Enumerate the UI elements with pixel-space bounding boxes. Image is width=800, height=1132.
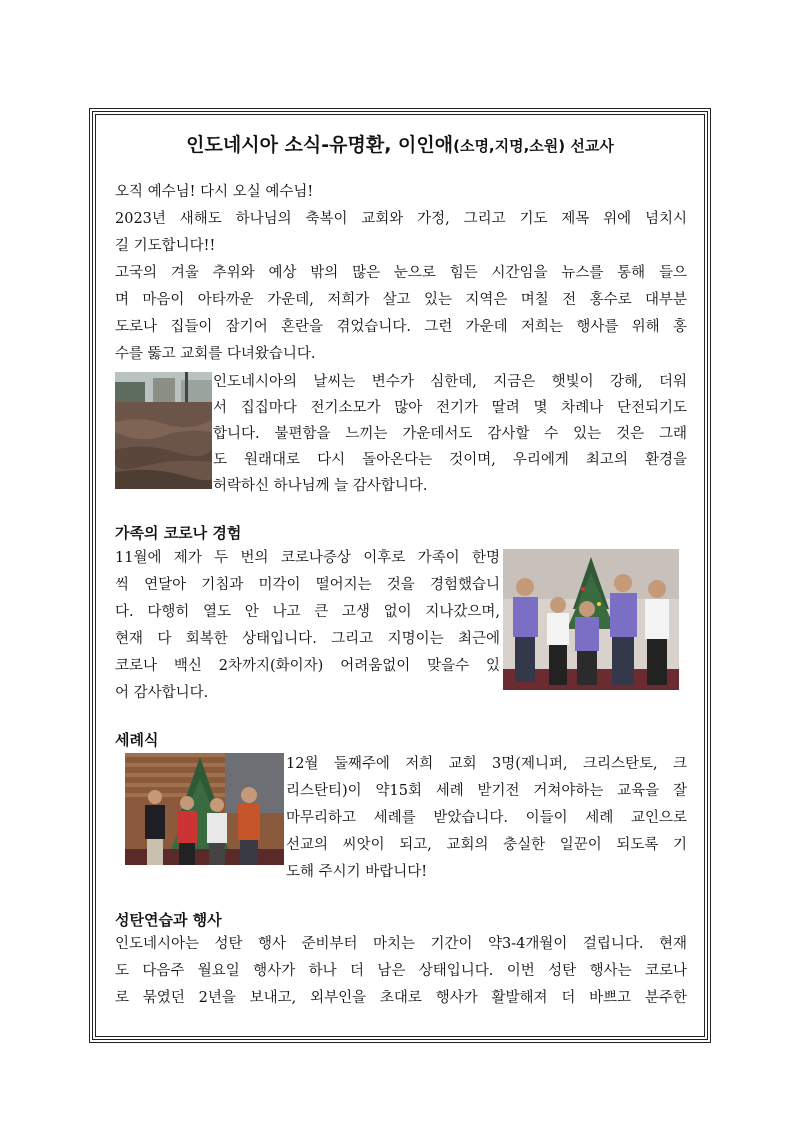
covid-line: 씩 연달아 기침과 미각이 떨어지는 것을 경험했습니 [115,577,500,593]
intro-line: 수를 뚫고 교회를 다녀왔습니다. [115,346,316,362]
christmas-line: 도 다음주 월요일 행사가 하나 더 남은 상태입니다. 이번 성탄 행사는 코로나 [115,963,687,979]
flood-photo [115,372,212,489]
intro-line: 오직 예수님! 다시 오실 예수님! [115,184,314,200]
baptism-line: 12월 둘째주에 저희 교회 3명(제니퍼, 크리스탄토, 크 [286,756,687,772]
family-photo [503,549,679,690]
intro-line: 길 기도합니다!! [115,238,216,254]
section-heading-baptism: 세례식 [115,731,159,749]
weather-line: 합니다. 불편함을 느끼는 가운데서도 감사할 수 있는 것은 그래 [213,426,687,442]
page-title: 인도네시아 소식-유명환, 이인애(소명,지명,소원) 선교사 [186,134,614,156]
covid-line: 다. 다행히 열도 안 나고 큰 고생 없이 지나갔으며, [115,604,500,620]
baptism-line: 선교의 씨앗이 되고, 교회의 충실한 일꾼이 되도록 기 [286,837,687,853]
covid-line: 코로나 백신 2차까지(화이자) 어려움없이 맞을수 있 [115,658,500,674]
weather-line: 인도네시아의 날씨는 변수가 심한데, 지금은 햇빛이 강해, 더워 [213,374,687,390]
christmas-line: 인도네시아는 성탄 행사 준비부터 마치는 기간이 약3-4개월이 걸립니다. 현재 [115,936,687,952]
covid-line: 어 감사합니다. [115,685,209,701]
covid-line: 현재 다 회복한 상태입니다. 그리고 지명이는 최근에 [115,631,500,647]
covid-line: 11월에 제가 두 번의 코로나증상 이후로 가족이 한명 [115,550,500,566]
weather-line: 도 원래대로 다시 돌아온다는 것이며, 우리에게 최고의 환경을 [213,452,687,468]
intro-line: 도로나 집들이 잠기어 혼란을 겪었습니다. 그런 가운데 저희는 행사를 위해 홍 [115,319,687,335]
baptism-line: 리스탄티)이 약15회 세례 받기전 거쳐야하는 교육을 잘 [286,783,687,799]
intro-line: 며 마음이 아타까운 가운데, 저희가 살고 있는 지역은 며칠 전 홍수로 대부분 [115,292,687,308]
weather-line: 서 집집마다 전기소모가 많아 전기가 딸려 몇 차례나 단전되기도 [213,400,687,416]
section-heading-christmas: 성탄연습과 행사 [115,911,222,929]
section-heading-covid: 가족의 코로나 경험 [115,524,242,542]
intro-line: 2023년 새해도 하나님의 축복이 교회와 가정, 그리고 기도 제목 위에 넘치시 [115,211,687,227]
weather-line: 허락하신 하나님께 늘 감사합니다. [213,478,428,494]
baptism-photo [125,753,284,865]
baptism-line: 도해 주시기 바랍니다! [286,864,428,880]
baptism-line: 마무리하고 세례를 받았습니다. 이들이 세례 교인으로 [286,810,687,826]
intro-line: 고국의 겨울 추위와 예상 밖의 많은 눈으로 힘든 시간임을 뉴스를 통해 들으 [115,265,687,281]
christmas-line: 로 묶였던 2년을 보내고, 외부인을 초대로 행사가 활발해져 더 바쁘고 분주한 [115,990,687,1006]
